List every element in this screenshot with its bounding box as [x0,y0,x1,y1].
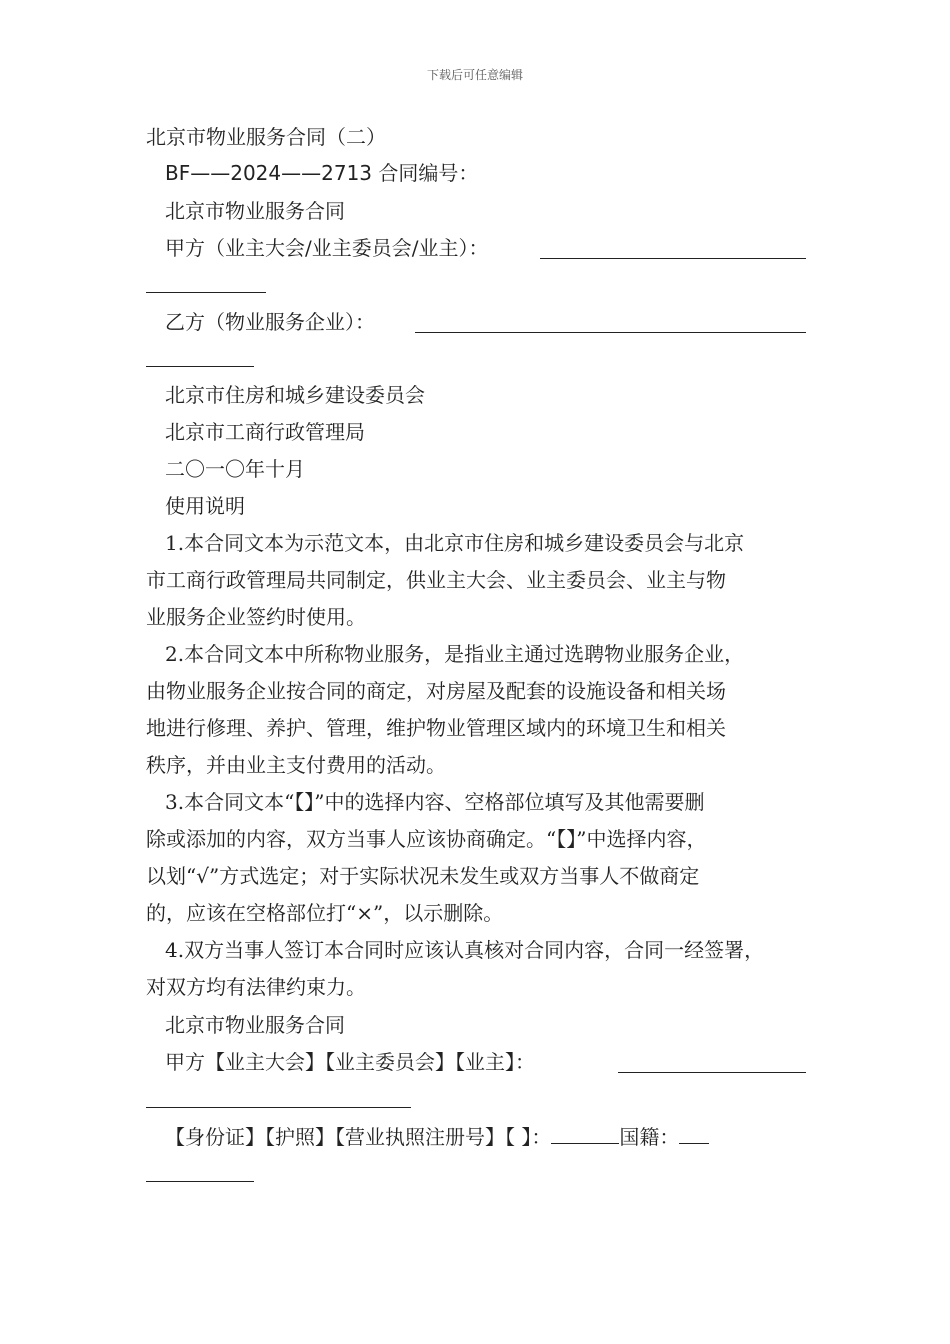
instruction-3-line: 的，应该在空格部位打“×”，以示删除。 [146,901,504,925]
contract-number-label: 合同编号： [372,161,479,185]
party-b-blank-cont[interactable] [146,366,254,367]
id-number-blank[interactable] [551,1125,619,1144]
contract-code: BF——2024——2713 [165,161,373,185]
page-header: 下载后可任意编辑 [426,68,523,82]
instruction-2-line: 2.本合同文本中所称物业服务，是指业主通过选聘物业服务企业， [165,642,745,666]
nationality-blank[interactable] [679,1125,709,1144]
party-a-blank-cont[interactable] [146,292,266,293]
party-b-blank[interactable] [415,332,806,333]
party-a-blank[interactable] [540,258,806,259]
instruction-2-line: 地进行修理、养护、管理，维护物业管理区域内的环境卫生和相关 [146,716,726,740]
party-b-label: 乙方（物业服务企业）： [165,310,375,334]
party-a-label: 甲方（业主大会/业主委员会/业主）： [165,236,489,260]
issuer-housing-commission: 北京市住房和城乡建设委员会 [165,383,425,407]
instruction-2-line: 由物业服务企业按合同的商定，对房屋及配套的设施设备和相关场 [146,679,726,703]
instruction-4-line: 对双方均有法律约束力。 [146,975,366,999]
instruction-1-line: 市工商行政管理局共同制定，供业主大会、业主委员会、业主与物 [146,568,726,592]
issuer-industry-bureau: 北京市工商行政管理局 [165,420,365,444]
instruction-3-line: 除或添加的内容，双方当事人应该协商确定。“【】”中选择内容， [146,827,707,851]
contract-code-line [165,160,478,186]
nationality-blank-cont[interactable] [146,1181,254,1182]
party-a-select-blank[interactable] [618,1072,806,1073]
instruction-3-line: 以划“√”方式选定；对于实际状况未发生或双方当事人不做商定 [146,864,700,888]
party-a-select-label: 甲方【业主大会】【业主委员会】【业主】： [165,1050,535,1074]
instruction-1-line: 1.本合同文本为示范文本，由北京市住房和城乡建设委员会与北京 [165,531,745,555]
id-type-label: 【身份证】【护照】【营业执照注册号】【 】： [165,1125,552,1149]
instruction-1-line: 业服务企业签约时使用。 [146,605,366,629]
instructions-title: 使用说明 [165,494,245,518]
instruction-4-line: 4.双方当事人签订本合同时应该认真核对合同内容，合同一经签署， [165,938,765,962]
instruction-3-line: 3.本合同文本“【】”中的选择内容、空格部位填写及其他需要删 [165,790,705,814]
document-title: 北京市物业服务合同（二） [146,125,386,149]
nationality-label: 国籍： [619,1125,680,1149]
contract-subtitle-2: 北京市物业服务合同 [165,1013,345,1037]
party-a-select-blank-cont[interactable] [146,1107,411,1108]
id-type-line [165,1124,709,1150]
instruction-2-line: 秩序，并由业主支付费用的活动。 [146,753,446,777]
issue-date: 二〇一〇年十月 [165,457,305,481]
contract-subtitle: 北京市物业服务合同 [165,199,345,223]
